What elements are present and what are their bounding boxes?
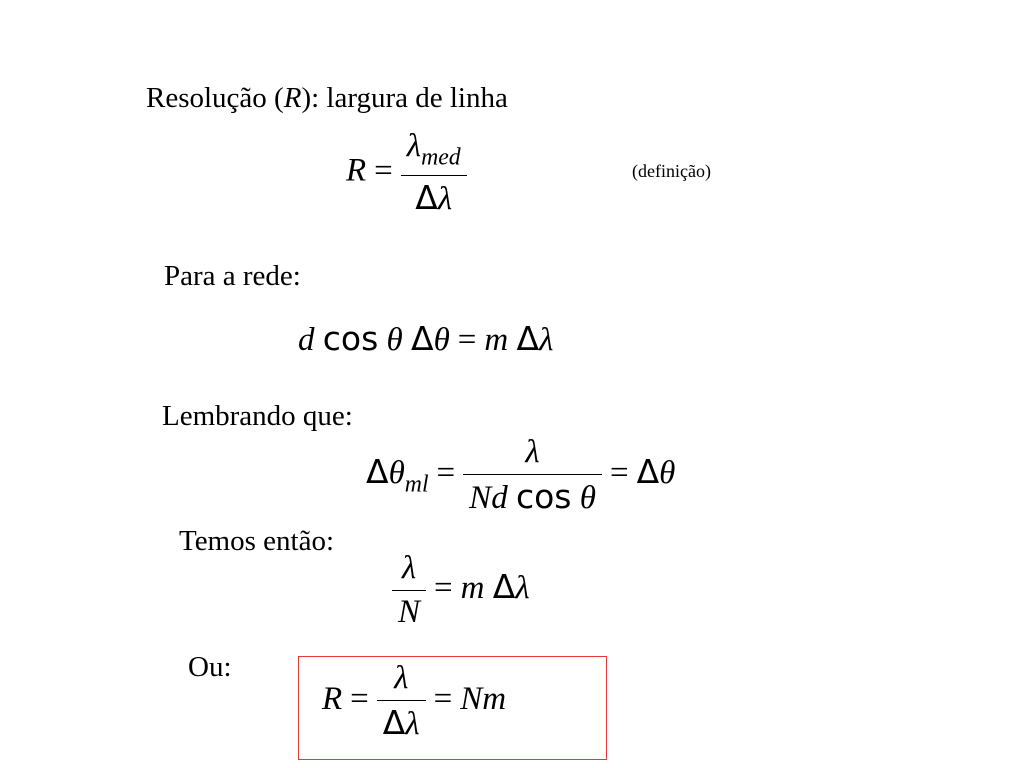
- eq2-cos: cos: [322, 319, 379, 358]
- eq5-delta: Δ: [382, 703, 406, 742]
- equation-final: [322, 662, 506, 741]
- eq1-sub-med: med: [421, 144, 461, 171]
- eq3-fraction: [463, 436, 602, 515]
- eq4-lambda: λ: [401, 550, 417, 586]
- equation-result: [392, 552, 530, 629]
- eq2-theta: θ: [386, 322, 403, 358]
- eq3-equals2: =: [609, 455, 629, 492]
- section-then: Temos então:: [179, 525, 335, 557]
- eq5-fraction: [377, 662, 426, 741]
- eq3-delta: Δ: [366, 452, 389, 492]
- definition-note: (definição): [632, 161, 711, 181]
- eq1-R: R: [346, 152, 367, 189]
- heading-var: R: [283, 82, 302, 114]
- eq5-Nm: Nm: [460, 681, 507, 718]
- eq1-lambda: λ: [406, 128, 422, 164]
- eq4-lambda2: λ: [515, 570, 530, 607]
- equation-grating: [298, 319, 554, 358]
- eq4-m: m: [460, 570, 485, 607]
- eq3-delta2: Δ: [636, 452, 660, 492]
- equation-angular-width: [366, 436, 675, 515]
- eq2-delta: Δ: [411, 319, 434, 358]
- eq5-R: R: [322, 681, 343, 718]
- equation-definition: [346, 130, 467, 216]
- eq4-equals: =: [434, 570, 453, 607]
- eq4-fraction: [392, 552, 426, 629]
- eq3-theta: θ: [388, 455, 405, 492]
- eq3-cos: cos: [515, 477, 572, 516]
- eq1-lambda-den: λ: [437, 181, 453, 218]
- eq3-equals: =: [436, 455, 456, 492]
- eq2-theta2: θ: [433, 322, 450, 358]
- eq1-fraction: [401, 130, 467, 216]
- section-or: Ou:: [188, 651, 232, 683]
- eq3-d: d: [491, 480, 508, 516]
- resolution-heading: [146, 84, 508, 113]
- eq5-lambda: λ: [394, 660, 409, 696]
- eq3-N: N: [469, 480, 492, 516]
- section-grating: Para a rede:: [164, 260, 301, 292]
- eq4-delta: Δ: [492, 567, 516, 607]
- eq3-sub-ml: ml: [404, 471, 429, 498]
- eq2-equals: =: [457, 322, 477, 358]
- eq2-lambda: λ: [539, 322, 554, 358]
- heading-suffix: ): largura de linha: [301, 82, 508, 114]
- eq4-N: N: [398, 594, 421, 630]
- eq3-theta2: θ: [659, 455, 676, 492]
- eq1-equals: =: [374, 152, 393, 189]
- eq3-lambda: λ: [525, 434, 540, 470]
- eq2-m: m: [484, 322, 509, 358]
- eq5-lambda-den: λ: [405, 706, 420, 742]
- section-remember: Lembrando que:: [162, 400, 353, 432]
- eq3-theta-den: θ: [579, 480, 596, 516]
- eq2-d: d: [298, 322, 315, 358]
- heading-prefix: Resolução (: [146, 82, 284, 114]
- eq5-equals: =: [350, 681, 369, 718]
- eq2-delta2: Δ: [516, 319, 540, 358]
- eq5-equals2: =: [433, 681, 453, 718]
- eq1-delta: Δ: [415, 178, 438, 218]
